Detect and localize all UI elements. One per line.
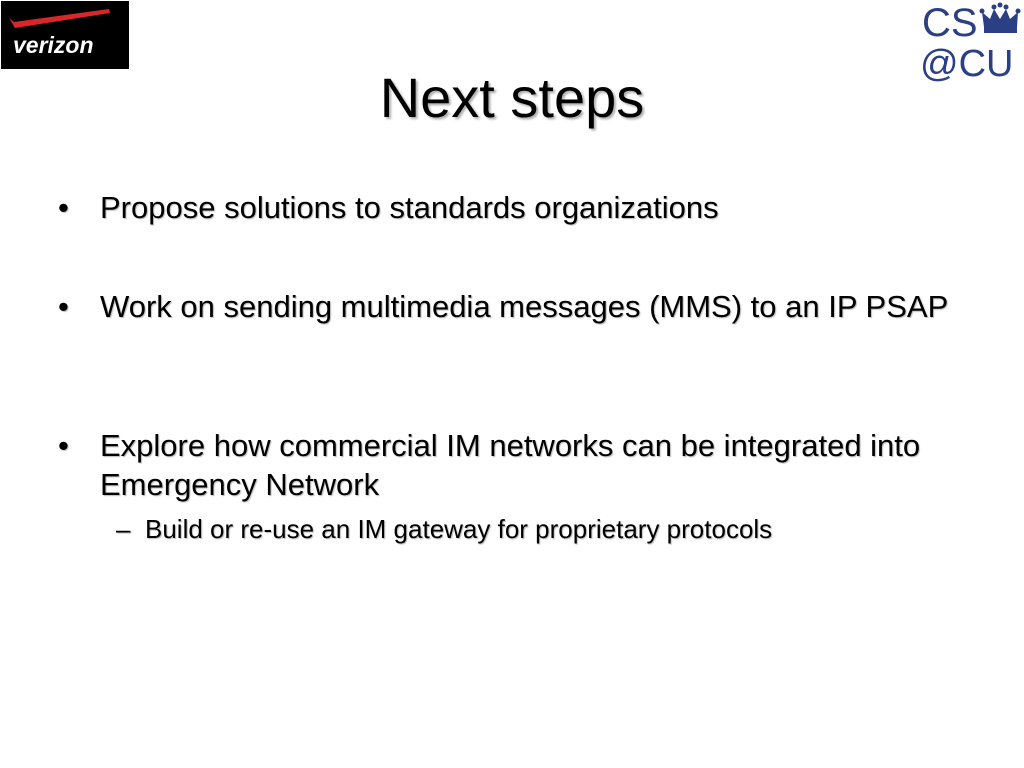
- sub-bullet-item: [116, 512, 976, 546]
- cscu-line1: CS: [922, 1, 978, 45]
- bullet-item: [58, 188, 958, 227]
- sub-bullet-text: Build or re-use an IM gateway for proprietary protocols: [145, 514, 773, 544]
- verizon-logo: [1, 1, 129, 69]
- bullet-marker: •: [58, 289, 69, 324]
- sub-bullet-marker: –: [116, 514, 131, 544]
- bullet-marker: •: [58, 428, 69, 463]
- slide-title: Next steps: [379, 66, 645, 129]
- bullet-item: [58, 287, 958, 326]
- verizon-logo-text: verizon: [13, 32, 94, 58]
- bullet-text: Propose solutions to standards organizations: [100, 190, 719, 225]
- bullet-text: Work on sending multimedia messages (MMS) to an IP PSAP: [100, 289, 949, 324]
- bullet-text: Explore how commercial IM networks can be integrated into Emergency Network: [100, 428, 921, 502]
- crown-icon: [980, 3, 1021, 34]
- bullet-marker: •: [58, 190, 69, 225]
- bullet-item: [58, 426, 958, 504]
- cscu-line2: @CU: [920, 43, 1014, 84]
